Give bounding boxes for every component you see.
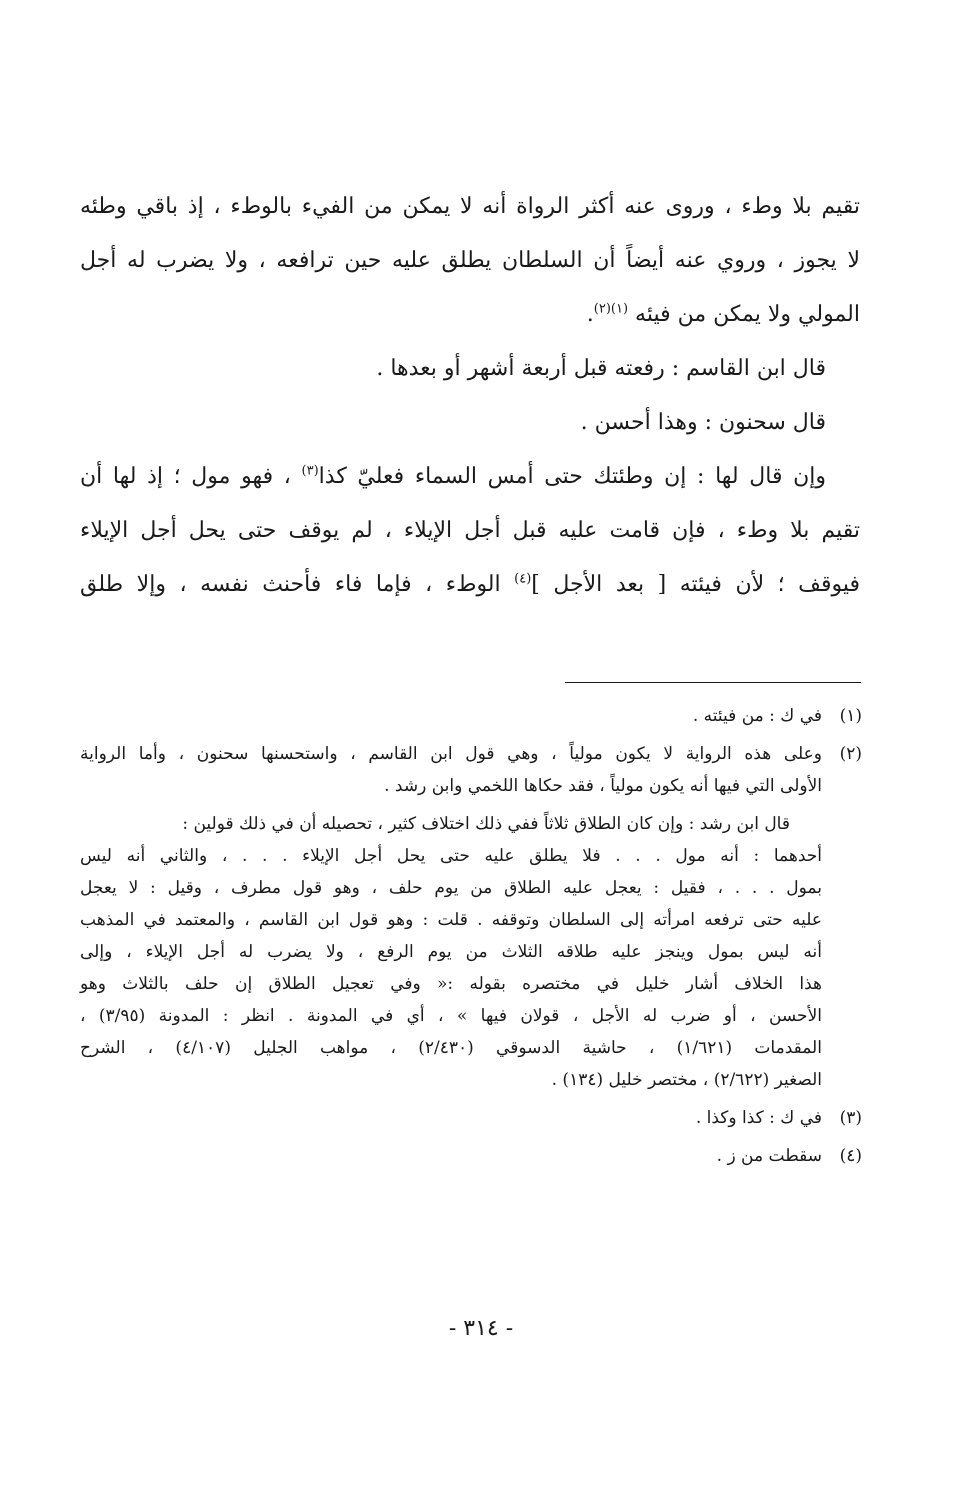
footnote-number: (٢) xyxy=(839,744,862,764)
footnote-number: (٤) xyxy=(839,1146,862,1166)
text-span: وإن قال لها : إن وطئتك حتى أمس السماء فعليّ كذا xyxy=(318,464,827,489)
text-span: فيوقف ؛ لأن فيئته [ بعد الأجل ] xyxy=(531,572,860,597)
footnote-text: في ك : كذا وكذا . xyxy=(695,1108,822,1128)
text-line xyxy=(80,450,860,504)
page-number: - ٣١٤ - xyxy=(448,1316,514,1341)
text-line xyxy=(80,342,860,396)
text-span: تقيم بلا وطء ، وروى عنه أكثر الرواة أنه لا يمكن من الفيء بالوطء ، إذ باقي وطئه xyxy=(80,194,860,219)
footnote-4 xyxy=(80,1140,862,1172)
quote-line: بمول . . . ، فقيل : يعجل عليه الطلاق من يوم حلف ، وهو قول مطرف ، وقيل : لا يعجل xyxy=(80,878,822,898)
quote-line: هذا الخلاف أشار خليل في مختصره بقوله :« وفي تعجيل الطلاق إن حلف بالثلاث وهو xyxy=(80,974,822,994)
footnote-ref: (٤) xyxy=(514,571,532,587)
text-span: تقيم بلا وطء ، فإن قامت عليه قبل أجل الإيلاء ، لم يوقف حتى يحل أجل الإيلاء xyxy=(80,518,860,543)
text-span: قال سحنون : وهذا أحسن . xyxy=(580,410,826,435)
footnote-ref: (٣) xyxy=(301,463,319,479)
footnote-separator xyxy=(565,682,861,683)
text-line xyxy=(80,288,860,342)
text-span: لا يجوز ، وروي عنه أيضاً أن السلطان يطلق عليه حين ترافعه ، ولا يضرب له أجل xyxy=(80,248,860,273)
footnote-text: سقطت من ز . xyxy=(716,1146,822,1166)
text-line xyxy=(80,180,860,234)
main-text xyxy=(80,180,860,612)
footnote-3 xyxy=(80,1102,862,1134)
quote-line: أحدهما : أنه مول . . . فلا يطلق عليه حتى يحل أجل الإيلاء . . . ، والثاني أنه ليس xyxy=(80,846,822,866)
text-span: المولي ولا يمكن من فيئه xyxy=(635,302,860,327)
footnote-quote xyxy=(80,808,862,1096)
quote-line: أنه ليس بمول وينجز عليه طلاقه الثلاث من يوم الرفع ، ولا يضرب له أجل الإيلاء ، وإلى xyxy=(80,942,822,962)
footnote-line: الأولى التي فيها أنه يكون مولياً ، فقد حكاها اللخمي وابن رشد . xyxy=(384,776,822,796)
text-span: ، فهو مول ؛ إذ لها أن xyxy=(80,464,291,489)
quote-line: المقدمات (١/٦٢١) ، حاشية الدسوقي (٢/٤٣٠) ، مواهب الجليل (٤/١٠٧) ، الشرح xyxy=(80,1038,822,1058)
footnote-1 xyxy=(80,700,862,732)
footnote-number: (١) xyxy=(839,706,862,726)
text-line xyxy=(80,558,860,612)
footnote-line: وعلى هذه الرواية لا يكون مولياً ، وهي قول ابن القاسم ، واستحسنها سحنون ، وأما الرواية xyxy=(80,744,822,764)
text-line xyxy=(80,504,860,558)
text-span: قال ابن القاسم : رفعته قبل أربعة أشهر أو بعدها . xyxy=(376,356,826,381)
footnote-number: (٣) xyxy=(839,1108,862,1128)
text-span: . xyxy=(586,302,594,327)
footnotes xyxy=(80,700,862,1172)
text-span: الوطء ، فإما فاء فأحنث نفسه ، وإلا طلق xyxy=(80,572,501,597)
footnote-text: في ك : من فيئته . xyxy=(692,706,822,726)
quote-line: عليه حتى ترفعه امرأته إلى السلطان وتوقفه . قلت : وهو قول ابن القاسم ، والمعتمد في المذهب xyxy=(80,910,822,930)
footnote-ref: (١)(٢) xyxy=(593,301,629,317)
quote-line: الأحسن ، أو ضرب له الأجل ، قولان فيها » ، أي في المدونة . انظر : المدونة (٣/٩٥) ، xyxy=(80,1006,822,1026)
footnote-text xyxy=(80,738,822,802)
text-line xyxy=(80,396,860,450)
text-line xyxy=(80,234,860,288)
quote-line: الصغير (٢/٦٢٢) ، مختصر خليل (١٣٤) . xyxy=(551,1070,822,1090)
quote-line: قال ابن رشد : وإن كان الطلاق ثلاثاً ففي ذلك اختلاف كثير ، تحصيله أن في ذلك قولين : xyxy=(182,814,790,834)
footnote-2 xyxy=(80,738,862,802)
